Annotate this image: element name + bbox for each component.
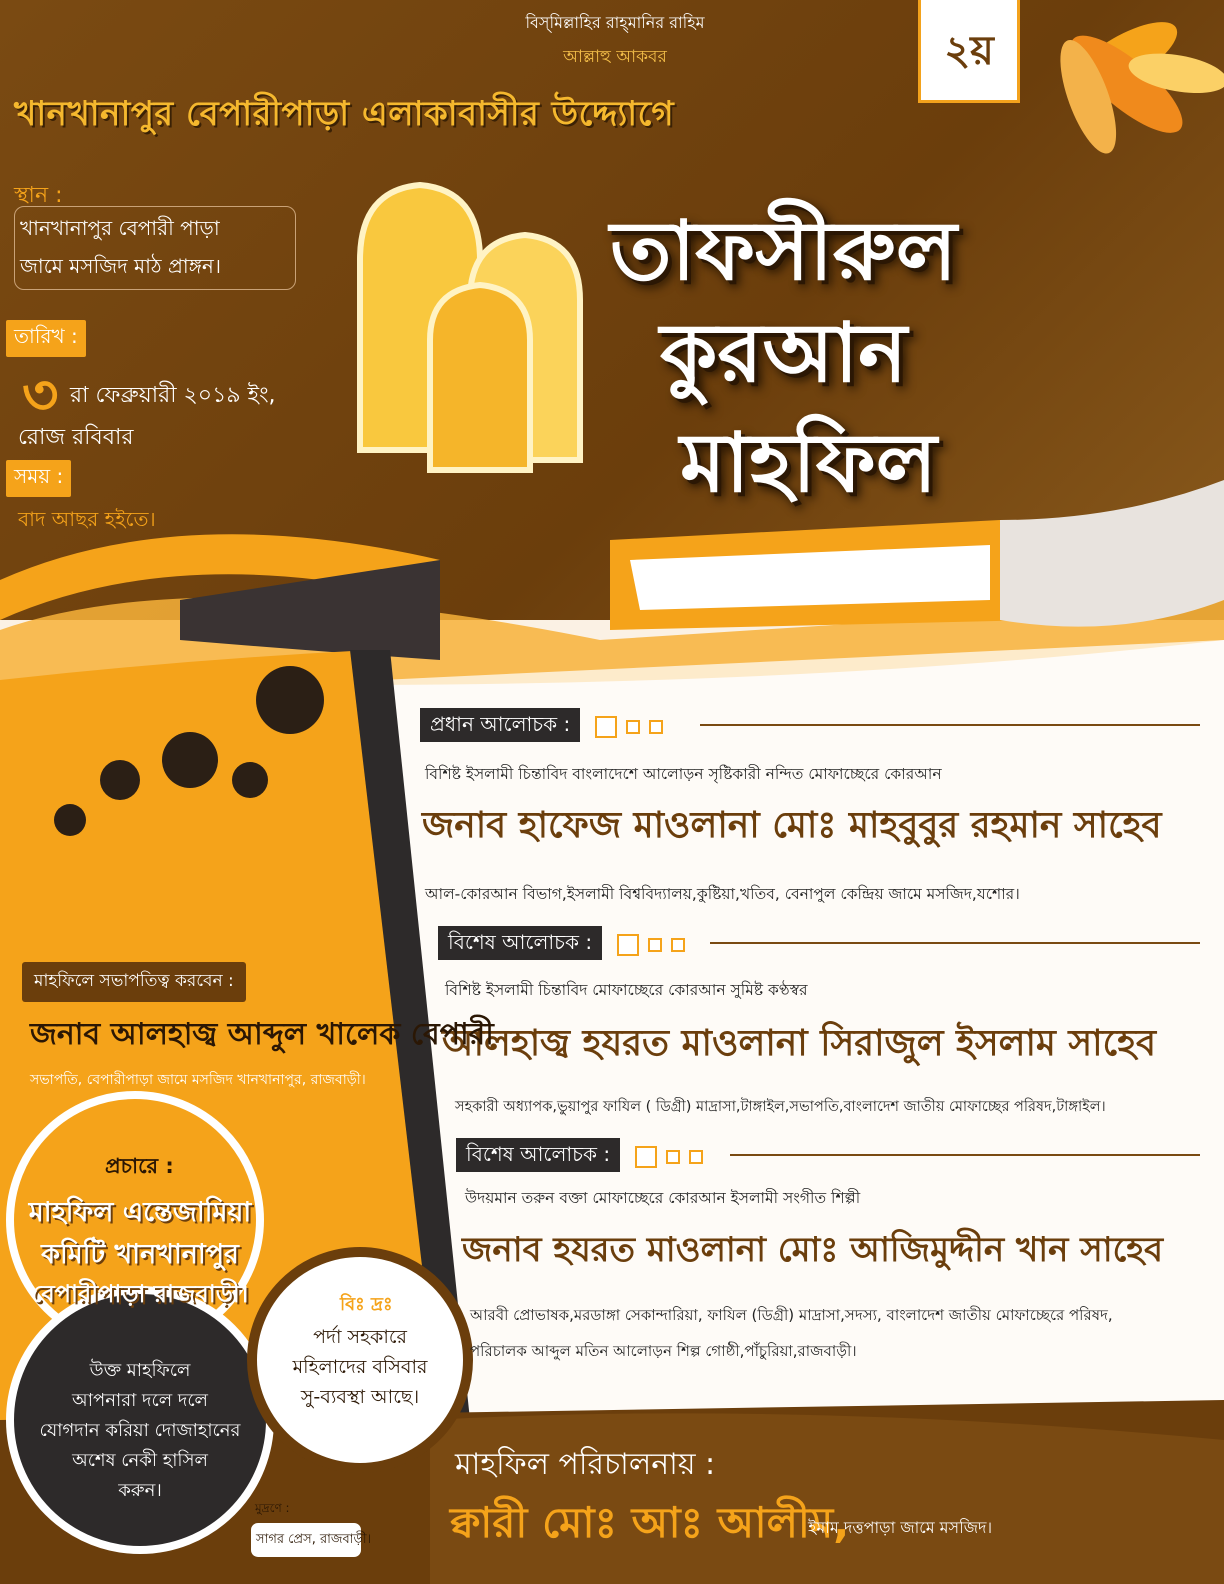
time-label: সময় :	[6, 460, 71, 497]
speaker-1-role-row	[420, 710, 663, 743]
speaker-1-intro: বিশিষ্ট ইসলামী চিন্তাবিদ বাংলাদেশে আলোড়ন সৃষ্টিকারী নন্দিত মোফাচ্ছেরে কোরআন	[425, 765, 942, 783]
square-icon	[626, 720, 640, 734]
venue-line-2: জামে মসজিদ মাঠ প্রাঙ্গন।	[20, 254, 222, 278]
square-icon	[689, 1150, 703, 1164]
time-value: বাদ আছর হইতে।	[18, 507, 156, 531]
square-icon	[617, 934, 639, 956]
title-line-3: মাহফিল	[680, 415, 937, 511]
speaker-3-name: জনাব হযরত মাওলানা মোঃ আজিমুদ্দীন খান সাহেব	[462, 1230, 1164, 1270]
publicity-line-2: কমিটি খানখানাপুর	[41, 1239, 239, 1270]
printer-label: মুদ্রণে :	[255, 1501, 290, 1515]
president-name: জনাব আলহাজ্ব আব্দুল খালেক বেপারী	[30, 1017, 494, 1052]
note-line-1: পর্দা সহকারে	[313, 1326, 407, 1348]
square-icon	[671, 938, 685, 952]
note-line-2: মহিলাদের বসিবার	[292, 1356, 428, 1378]
speaker-3-role-row	[456, 1140, 703, 1173]
note-line-3: সু-ব্যবস্থা আছে।	[300, 1386, 420, 1408]
organizer-headline: খানখানাপুর বেপারীপাড়া এলাকাবাসীর উদ্দ্যোগে	[14, 94, 675, 134]
speaker-1-name: জনাব হাফেজ মাওলানা মোঃ মাহবুবুর রহমান সাহেব	[422, 804, 1162, 846]
invitation-line-2: আপনারা দলে দলে	[72, 1390, 208, 1411]
arch-windows	[360, 185, 580, 470]
conductor-details: ইমাম দত্তপাড়া জামে মসজিদ।	[808, 1518, 993, 1537]
speaker-2-role-row	[438, 928, 685, 961]
publicity-label: প্রচারে :	[105, 1154, 174, 1178]
square-icon	[648, 938, 662, 952]
flower-decoration	[1049, 9, 1224, 160]
note-text	[265, 1322, 455, 1412]
square-icon	[635, 1146, 657, 1168]
publicity-line-1: মাহফিল এন্তেজামিয়া	[28, 1197, 252, 1228]
allahu-akbar-text: আল্লাহু আকবর	[563, 47, 667, 67]
printer-name: সাগর প্রেস, রাজবাড়ী।	[256, 1532, 372, 1547]
note-label: বিঃ দ্রঃ	[340, 1294, 393, 1315]
president-details: সভাপতি, বেপারীপাড়া জামে মসজিদ খানখানাপুর, রাজবাড়ী।	[30, 1072, 366, 1088]
invitation-line-5: করুন।	[118, 1480, 162, 1501]
weekday-text: রোজ রবিবার	[18, 425, 134, 450]
speaker-2-intro: বিশিষ্ট ইসলামী চিন্তাবিদ মোফাচ্ছেরে কোরআন সুমিষ্ট কণ্ঠস্বর	[445, 981, 808, 999]
divider	[710, 942, 1200, 944]
speaker-3-details-1: আরবী প্রোভাষক,মরডাঙ্গা সেকান্দারিয়া, ফাযিল (ডিগ্রী) মাদ্রাসা,সদস্য, বাংলাদেশ জাতীয় মোফাচ্ছেরে পরিষদ,	[470, 1306, 1113, 1324]
bismillah-text: বিস্‌মিল্লাহির রাহ্‌মানির রাহিম	[525, 13, 705, 32]
date-text: রা ফেব্রুয়ারী ২০১৯ ইং,	[70, 383, 276, 408]
date-day-number: ৩	[22, 363, 59, 428]
title-line-2: কুরআন	[660, 305, 908, 401]
date-label: তারিখ :	[6, 320, 86, 357]
invitation-line-4: অশেষ নেকী হাসিল	[72, 1450, 208, 1471]
conductor-name: ক্বারী মোঃ আঃ আলীম,	[450, 1498, 850, 1547]
venue-label: স্থান :	[14, 183, 63, 208]
speaker-3-role: বিশেষ আলোচক :	[456, 1138, 620, 1172]
speaker-1-details: আল-কোরআন বিভাগ,ইসলামী বিশ্ববিদ্যালয়,কুষ্টিয়া,খতিব, বেনাপুল কেন্দ্রিয় জামে মসজিদ,যশোর।	[425, 885, 1020, 903]
speaker-2-details: সহকারী অধ্যাপক,ভুয়াপুর ফাযিল ( ডিগ্রী) মাদ্রাসা,টাঙ্গাইল,সভাপতি,বাংলাদেশ জাতীয় মোফাচ্ছের পরিষদ,টাঙ্গাইল।	[455, 1099, 1106, 1115]
divider	[700, 724, 1200, 726]
conductor-label: মাহফিল পরিচালনায় :	[455, 1447, 716, 1482]
edition-badge-label: ২য়	[927, 14, 1011, 88]
square-icon	[666, 1150, 680, 1164]
edition-badge	[918, 0, 1020, 103]
divider	[730, 1154, 1200, 1156]
president-label: মাহফিলে সভাপতিত্ব করবেন :	[22, 962, 246, 1002]
speaker-3-details-2: পরিচালক আব্দুল মতিন আলোড়ন শিল্প গোষ্ঠী,পাঁচুরিয়া,রাজবাড়ী।	[470, 1342, 857, 1360]
speaker-2-name: আলহাজ্ব হযরত মাওলানা সিরাজুল ইসলাম সাহেব	[442, 1022, 1157, 1064]
speaker-2-role: বিশেষ আলোচক :	[438, 926, 602, 960]
speaker-3-intro: উদয়মান তরুন বক্তা মোফাচ্ছেরে কোরআন ইসলামী সংগীত শিল্পী	[465, 1189, 861, 1207]
invitation-line-3: যোগদান করিয়া দোজাহানের	[39, 1420, 241, 1441]
venue-line-1: খানখানাপুর বেপারী পাড়া	[20, 216, 220, 240]
square-icon	[595, 716, 617, 738]
invitation-line-1: উক্ত মাহফিলে	[89, 1360, 191, 1381]
invitation-text	[30, 1356, 250, 1506]
speaker-1-role: প্রধান আলোচক :	[420, 708, 580, 742]
publicity-line-3: বেপারীপাড়া রাজবাড়ী।	[31, 1280, 249, 1308]
title-line-1: তাফসীরুল	[610, 203, 957, 299]
square-icon	[649, 720, 663, 734]
